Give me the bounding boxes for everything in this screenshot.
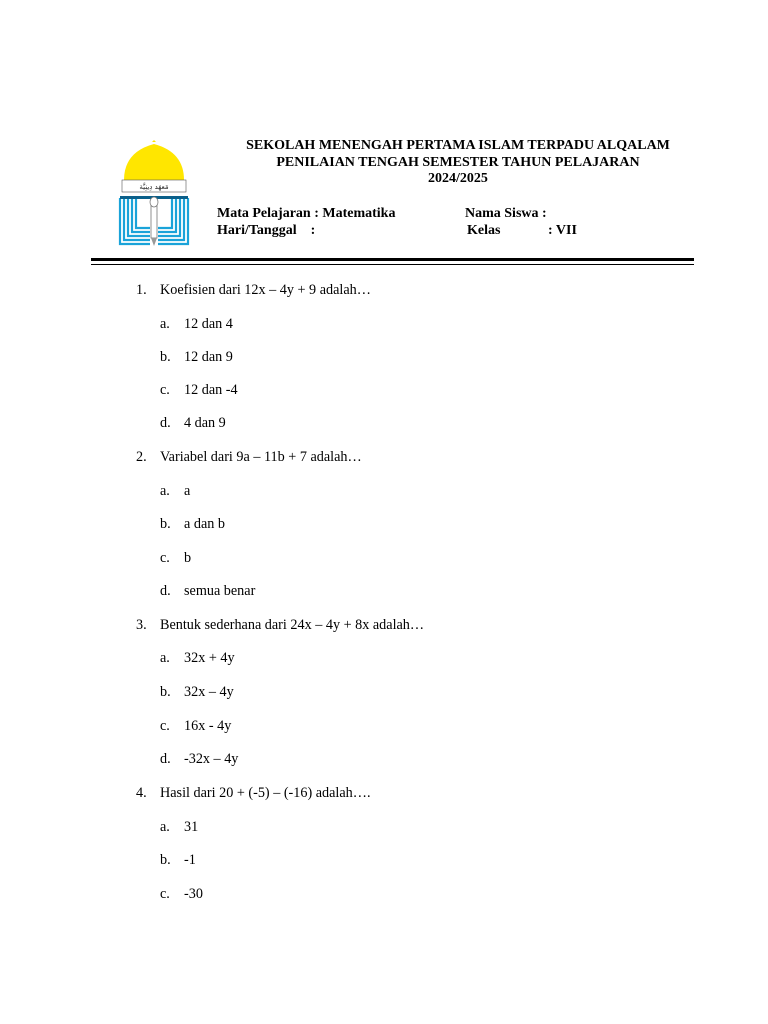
option-1a[interactable] (160, 316, 233, 332)
option-text: 4 dan 9 (184, 415, 226, 431)
question-1 (136, 282, 371, 298)
option-text: -1 (184, 852, 196, 868)
question-number: 4. (136, 785, 147, 801)
option-3b[interactable] (160, 684, 234, 700)
header-title (210, 138, 706, 188)
subject-label: Mata Pelajaran : Matematika (217, 206, 396, 221)
option-letter: c. (160, 718, 170, 734)
logo-script: مَعهَد دِينِيَّة (139, 183, 169, 191)
school-name: SEKOLAH MENENGAH PERTAMA ISLAM TERPADU ALQALAM (246, 138, 670, 153)
option-letter: c. (160, 382, 170, 398)
option-letter: d. (160, 415, 171, 431)
student-name-label: Nama Siswa : (465, 206, 547, 221)
school-logo (116, 140, 192, 248)
option-letter: a. (160, 650, 170, 666)
header-divider (91, 258, 694, 261)
date-label: Hari/Tanggal : (217, 223, 316, 238)
option-letter: d. (160, 583, 171, 599)
question-number: 1. (136, 282, 147, 298)
option-text: 32x – 4y (184, 684, 234, 700)
option-4c[interactable] (160, 886, 203, 902)
option-2b[interactable] (160, 516, 225, 532)
option-text: -32x – 4y (184, 751, 239, 767)
option-text: semua benar (184, 583, 256, 599)
question-4 (136, 785, 371, 801)
option-letter: b. (160, 516, 171, 532)
option-text: 12 dan 4 (184, 316, 233, 332)
school-year: 2024/2025 (428, 171, 488, 186)
question-3 (136, 617, 424, 633)
option-text: 32x + 4y (184, 650, 235, 666)
option-letter: c. (160, 886, 170, 902)
question-number: 3. (136, 617, 147, 633)
question-2 (136, 449, 362, 465)
option-1d[interactable] (160, 415, 226, 431)
question-text: Variabel dari 9a – 11b + 7 adalah… (160, 449, 362, 465)
question-text: Bentuk sederhana dari 24x – 4y + 8x adalah… (160, 617, 425, 633)
option-text: a (184, 483, 191, 499)
option-text: a dan b (184, 516, 225, 532)
option-letter: a. (160, 316, 170, 332)
option-3a[interactable] (160, 650, 235, 666)
question-number: 2. (136, 449, 147, 465)
option-4b[interactable] (160, 852, 196, 868)
class-label: Kelas (467, 223, 501, 238)
option-4a[interactable] (160, 819, 198, 835)
option-1c[interactable] (160, 382, 238, 398)
option-letter: b. (160, 684, 171, 700)
option-letter: d. (160, 751, 171, 767)
option-text: -30 (184, 886, 203, 902)
option-2c[interactable] (160, 550, 191, 566)
exam-title: PENILAIAN TENGAH SEMESTER TAHUN PELAJARAN (276, 154, 640, 170)
option-3d[interactable] (160, 751, 238, 767)
option-letter: a. (160, 483, 170, 499)
option-2a[interactable] (160, 483, 190, 499)
option-3c[interactable] (160, 718, 231, 734)
option-text: 31 (184, 819, 199, 835)
option-text: 12 dan -4 (184, 382, 238, 398)
question-text: Koefisien dari 12x – 4y + 9 adalah… (160, 282, 371, 298)
option-text: 12 dan 9 (184, 349, 233, 365)
option-1b[interactable] (160, 349, 233, 365)
option-2d[interactable] (160, 583, 255, 599)
option-letter: a. (160, 819, 170, 835)
class-value: : VII (548, 223, 577, 238)
option-letter: b. (160, 852, 171, 868)
option-letter: b. (160, 349, 171, 365)
option-text: b (184, 550, 192, 566)
logo-dome (124, 144, 184, 180)
header-divider-thin (91, 264, 694, 265)
option-letter: c. (160, 550, 170, 566)
question-text: Hasil dari 20 + (-5) – (-16) adalah…. (160, 785, 371, 801)
option-text: 16x - 4y (184, 718, 232, 734)
